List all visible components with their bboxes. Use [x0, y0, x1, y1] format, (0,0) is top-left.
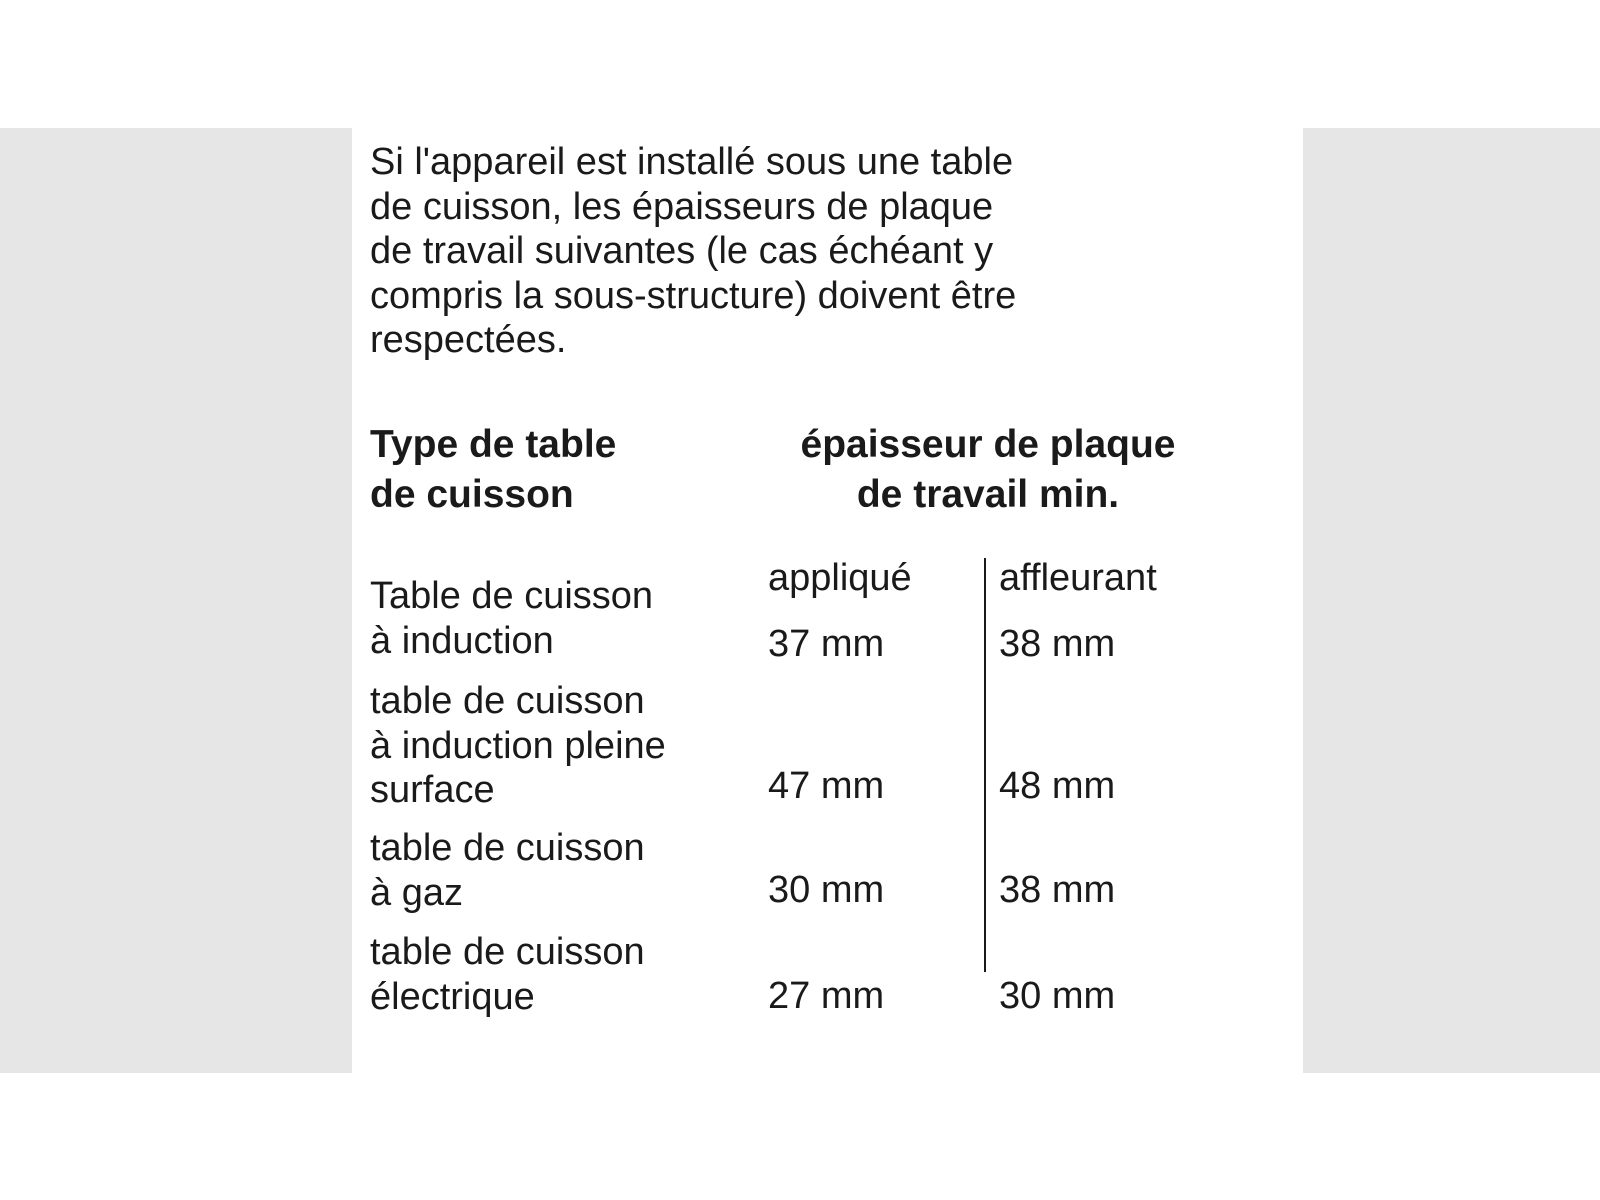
row-4-type: table de cuisson électrique [370, 931, 645, 1018]
subheader-applique: appliqué [768, 557, 912, 599]
column-divider [984, 558, 986, 972]
row-3-type: table de cuisson à gaz [370, 827, 645, 914]
row-2-type: table de cuisson à induction pleine surface [370, 680, 666, 811]
row-3-applique: 30 mm [768, 869, 885, 911]
row-1-applique: 37 mm [768, 623, 885, 665]
row-4-applique: 27 mm [768, 975, 885, 1017]
row-4-affleurant: 30 mm [999, 975, 1116, 1017]
row-1-affleurant: 38 mm [999, 623, 1116, 665]
row-2-applique: 47 mm [768, 765, 885, 807]
row-2-affleurant: 48 mm [999, 765, 1116, 807]
header-min-thickness: épaisseur de plaque de travail min. [800, 423, 1176, 516]
intro-paragraph: Si l'appareil est installé sous une table de cuisson, les épaisseurs de plaque de travail suivantes (le cas échéant y compris la sous-structure) doivent être respectées. [370, 141, 1017, 361]
subheader-affleurant: affleurant [999, 557, 1157, 599]
row-3-affleurant: 38 mm [999, 869, 1116, 911]
header-hob-type: Type de table de cuisson [370, 423, 617, 516]
row-1-type: Table de cuisson à induction [370, 575, 654, 662]
